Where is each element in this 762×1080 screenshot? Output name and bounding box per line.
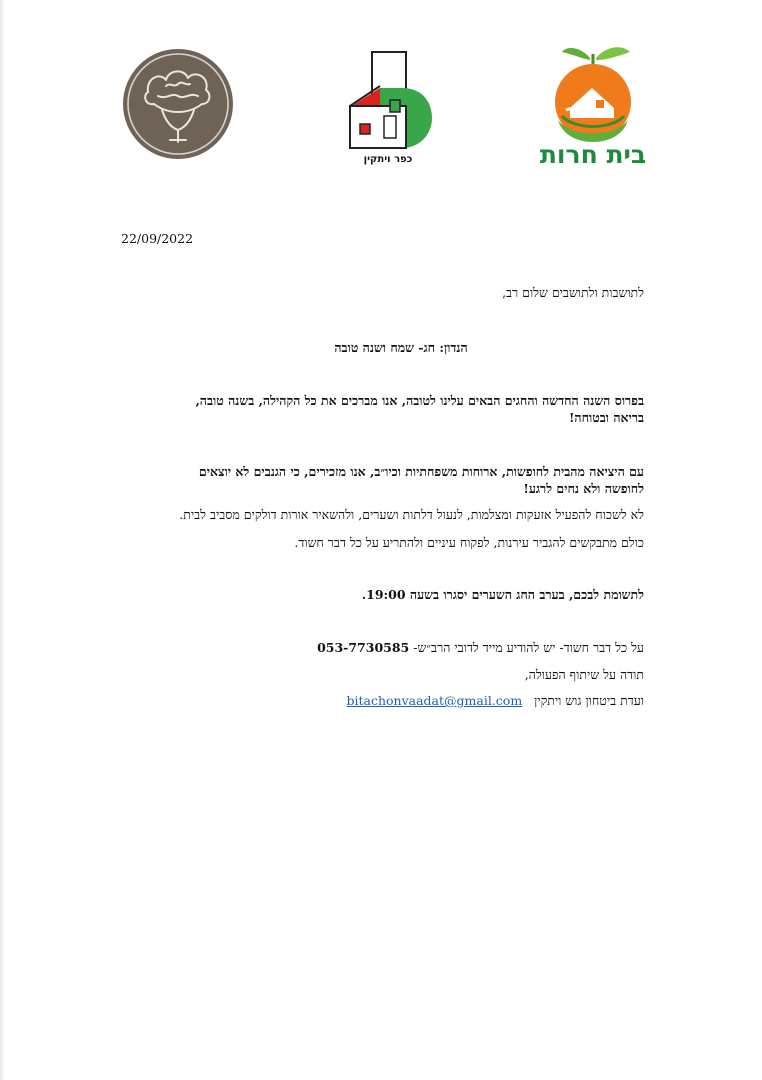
alertness-line: כולם מתבקשים להגביר עירנות, לפקוח עיניים ולהתריע על כל דבר חשוד. — [294, 535, 644, 550]
alarms-reminder-line: לא לשכוח להפעיל אזעקות ומצלמות, לנעול דלתות ושערים, ולהשאיר אורות דולקים מסביב לבית. — [179, 507, 644, 522]
kfar-vitkin-caption: כפר ויתקין — [363, 154, 413, 165]
paragraph-1-line-2: בריאה ובטוחה! — [568, 410, 644, 425]
signature-line — [346, 693, 644, 709]
kfar-vitkin-logo — [340, 48, 436, 168]
report-text: על כל דבר חשוד- יש להודיע מייד לדובי הרב״ש- — [413, 640, 644, 655]
phone-number[interactable]: 053-7730585 — [317, 640, 410, 655]
paragraph-1-line-1: בפרוס השנה החדשה והחגים הבאים עלינו לטובה, אנו מברכים את כל הקהילה, בשנה טובה, — [195, 393, 644, 408]
report-suspicious-line — [317, 640, 644, 656]
subject-line: הנדון: חג- שמח ושנה טובה — [334, 340, 468, 355]
page-edge-shadow — [0, 0, 5, 1080]
letter-date: 22/09/2022 — [121, 231, 194, 246]
gates-closing-line: לתשומת לבכם, בערב החג השערים יסגרו בשעה 19:00. — [361, 587, 644, 602]
paragraph-2-line-1: עם היציאה מהבית לחופשות, ארוחות משפחתיות וכיו״ב, אנו מזכירים, כי הגנבים לא יוצאים — [198, 464, 644, 479]
paragraph-2-line-2: לחופשה ולא נחים לרגע! — [523, 481, 644, 496]
beit-herut-caption: בית חרות — [539, 140, 647, 169]
email-link[interactable]: bitachonvaadat@gmail.com — [346, 693, 523, 708]
thanks-line: תודה על שיתוף הפעולה, — [524, 667, 644, 682]
signature-text: ועדת ביטחון גוש ויתקין — [534, 693, 644, 708]
flower-seal-logo — [122, 48, 234, 160]
greeting-line: לתושבות ולתושבים שלום רב, — [502, 285, 644, 300]
